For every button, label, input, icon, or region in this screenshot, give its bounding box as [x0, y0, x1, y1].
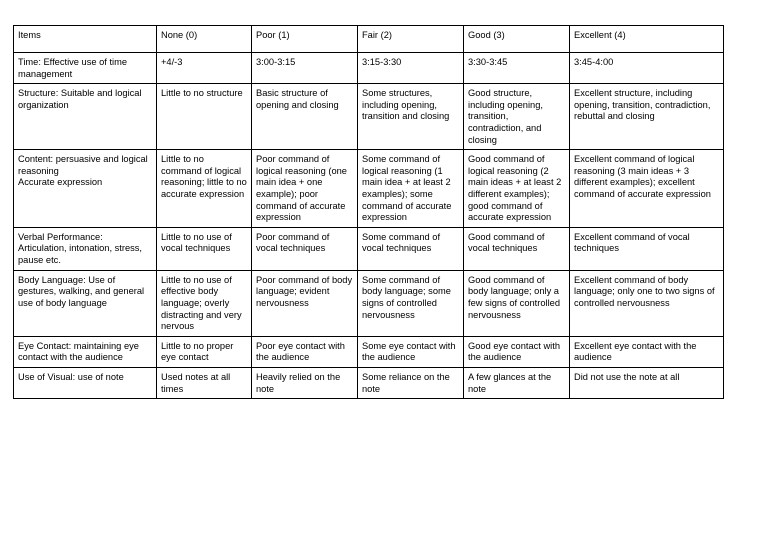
cell-text: Poor command of body language; evident nervousness: [256, 274, 353, 308]
item-cell: [14, 150, 157, 228]
cell-text: +4/-3: [161, 57, 183, 67]
score-cell-poor: [252, 53, 358, 84]
score-cell-fair: [358, 336, 464, 367]
cell-text: 3:45-4:00: [574, 57, 614, 67]
score-cell-fair: [358, 270, 464, 336]
score-cell-good: [464, 270, 570, 336]
score-cell-fair: [358, 227, 464, 270]
row-structure: [14, 84, 724, 150]
score-cell-good: [464, 367, 570, 398]
header-excellent-text: Excellent (4): [574, 30, 626, 40]
cell-text: Some command of vocal techniques: [362, 231, 441, 254]
item-text: Body Language: Use of gestures, walking, and general use of body language: [18, 274, 145, 308]
cell-text: Little to no use of effective body language; overly distracting and very nervous: [161, 274, 242, 332]
item-cell: [14, 53, 157, 84]
score-cell-none: [157, 227, 252, 270]
score-cell-none: [157, 336, 252, 367]
cell-text: Some eye contact with the audience: [362, 340, 456, 363]
cell-text: 3:00-3:15: [256, 57, 296, 67]
cell-text: 3:15-3:30: [362, 57, 402, 67]
score-cell-fair: [358, 84, 464, 150]
row-content: [14, 150, 724, 228]
cell-text: Good command of body language; only a few signs of controlled nervousness: [468, 274, 560, 320]
cell-text: Excellent structure, including opening, transition, contradiction, rebuttal and closing: [574, 88, 711, 122]
item-text: Use of Visual: use of note: [18, 371, 124, 382]
header-good: [464, 26, 570, 53]
cell-text: Basic structure of opening and closing: [256, 88, 339, 110]
score-cell-good: [464, 227, 570, 270]
cell-text: Little to no command of logical reasoning; little to no accurate expression: [161, 154, 247, 199]
item-cell: [14, 84, 157, 150]
score-cell-excellent: [570, 53, 724, 84]
cell-text: Good eye contact with the audience: [468, 340, 560, 363]
score-cell-poor: [252, 150, 358, 228]
header-poor: [252, 26, 358, 53]
cell-text: Little to no proper eye contact: [161, 340, 234, 363]
cell-text: Excellent command of vocal techniques: [574, 231, 690, 254]
cell-text: Little to no structure: [161, 88, 243, 99]
score-cell-none: [157, 270, 252, 336]
row-body-language: [14, 270, 724, 336]
item-text: Verbal Performance: Articulation, intonation, stress, pause etc.: [18, 231, 143, 265]
header-fair: [358, 26, 464, 53]
header-excellent: [570, 26, 724, 53]
cell-text: Some command of logical reasoning (1 main idea + at least 2 examples); some command of accurate expression: [362, 154, 452, 223]
header-none-text: None (0): [161, 30, 198, 40]
score-cell-fair: [358, 53, 464, 84]
header-items-text: Items: [18, 30, 41, 40]
cell-text: Poor command of logical reasoning (one main idea + one example); poor command of accurate expression: [256, 154, 347, 223]
score-cell-good: [464, 53, 570, 84]
item-cell: [14, 336, 157, 367]
header-poor-text: Poor (1): [256, 30, 290, 40]
row-eye-contact: [14, 336, 724, 367]
score-cell-none: [157, 150, 252, 228]
header-fair-text: Fair (2): [362, 30, 392, 40]
header-items: [14, 26, 157, 53]
cell-text: A few glances at the note: [468, 371, 552, 394]
score-cell-poor: [252, 270, 358, 336]
cell-text: Good structure, including opening, transition, contradiction, and closing: [468, 88, 543, 145]
item-cell: [14, 227, 157, 270]
item-text: Content: persuasive and logical reasoning Accurate expression: [18, 154, 148, 188]
score-cell-fair: [358, 367, 464, 398]
row-time: [14, 53, 724, 84]
cell-text: Little to no use of vocal techniques: [161, 231, 232, 254]
cell-text: Good command of vocal techniques: [468, 231, 545, 254]
cell-text: Excellent command of logical reasoning (3 main ideas + 3 different examples); excellent command of accurate expression: [574, 154, 711, 199]
cell-text: Poor command of vocal techniques: [256, 231, 330, 254]
item-text: Structure: Suitable and logical organization: [18, 88, 142, 110]
score-cell-excellent: [570, 227, 724, 270]
cell-text: Did not use the note at all: [574, 371, 680, 382]
item-cell: [14, 270, 157, 336]
item-text: Time: Effective use of time management: [18, 57, 128, 79]
rubric-table: [13, 25, 724, 399]
cell-text: Some structures, including opening, transition and closing: [362, 88, 450, 122]
score-cell-good: [464, 336, 570, 367]
score-cell-poor: [252, 367, 358, 398]
score-cell-none: [157, 53, 252, 84]
score-cell-good: [464, 84, 570, 150]
header-row: [14, 26, 724, 53]
score-cell-excellent: [570, 150, 724, 228]
score-cell-poor: [252, 336, 358, 367]
header-good-text: Good (3): [468, 30, 505, 40]
score-cell-excellent: [570, 270, 724, 336]
score-cell-excellent: [570, 336, 724, 367]
item-text: Eye Contact: maintaining eye contact with the audience: [18, 340, 139, 363]
score-cell-fair: [358, 150, 464, 228]
row-verbal-performance: [14, 227, 724, 270]
score-cell-good: [464, 150, 570, 228]
header-none: [157, 26, 252, 53]
cell-text: Poor eye contact with the audience: [256, 340, 345, 363]
score-cell-excellent: [570, 367, 724, 398]
cell-text: Excellent command of body language; only one to two signs of controlled nervousness: [574, 274, 715, 308]
row-use-of-visual: [14, 367, 724, 398]
cell-text: Good command of logical reasoning (2 main ideas + at least 2 different examples); good command of accurate expression: [468, 154, 562, 223]
score-cell-poor: [252, 227, 358, 270]
score-cell-none: [157, 367, 252, 398]
cell-text: Excellent eye contact with the audience: [574, 340, 697, 363]
cell-text: Some reliance on the note: [362, 371, 450, 394]
cell-text: Some command of body language; some signs of controlled nervousness: [362, 274, 451, 320]
cell-text: Heavily relied on the note: [256, 371, 341, 394]
score-cell-excellent: [570, 84, 724, 150]
cell-text: 3:30-3:45: [468, 57, 508, 67]
item-cell: [14, 367, 157, 398]
cell-text: Used notes at all times: [161, 371, 231, 394]
score-cell-poor: [252, 84, 358, 150]
score-cell-none: [157, 84, 252, 150]
